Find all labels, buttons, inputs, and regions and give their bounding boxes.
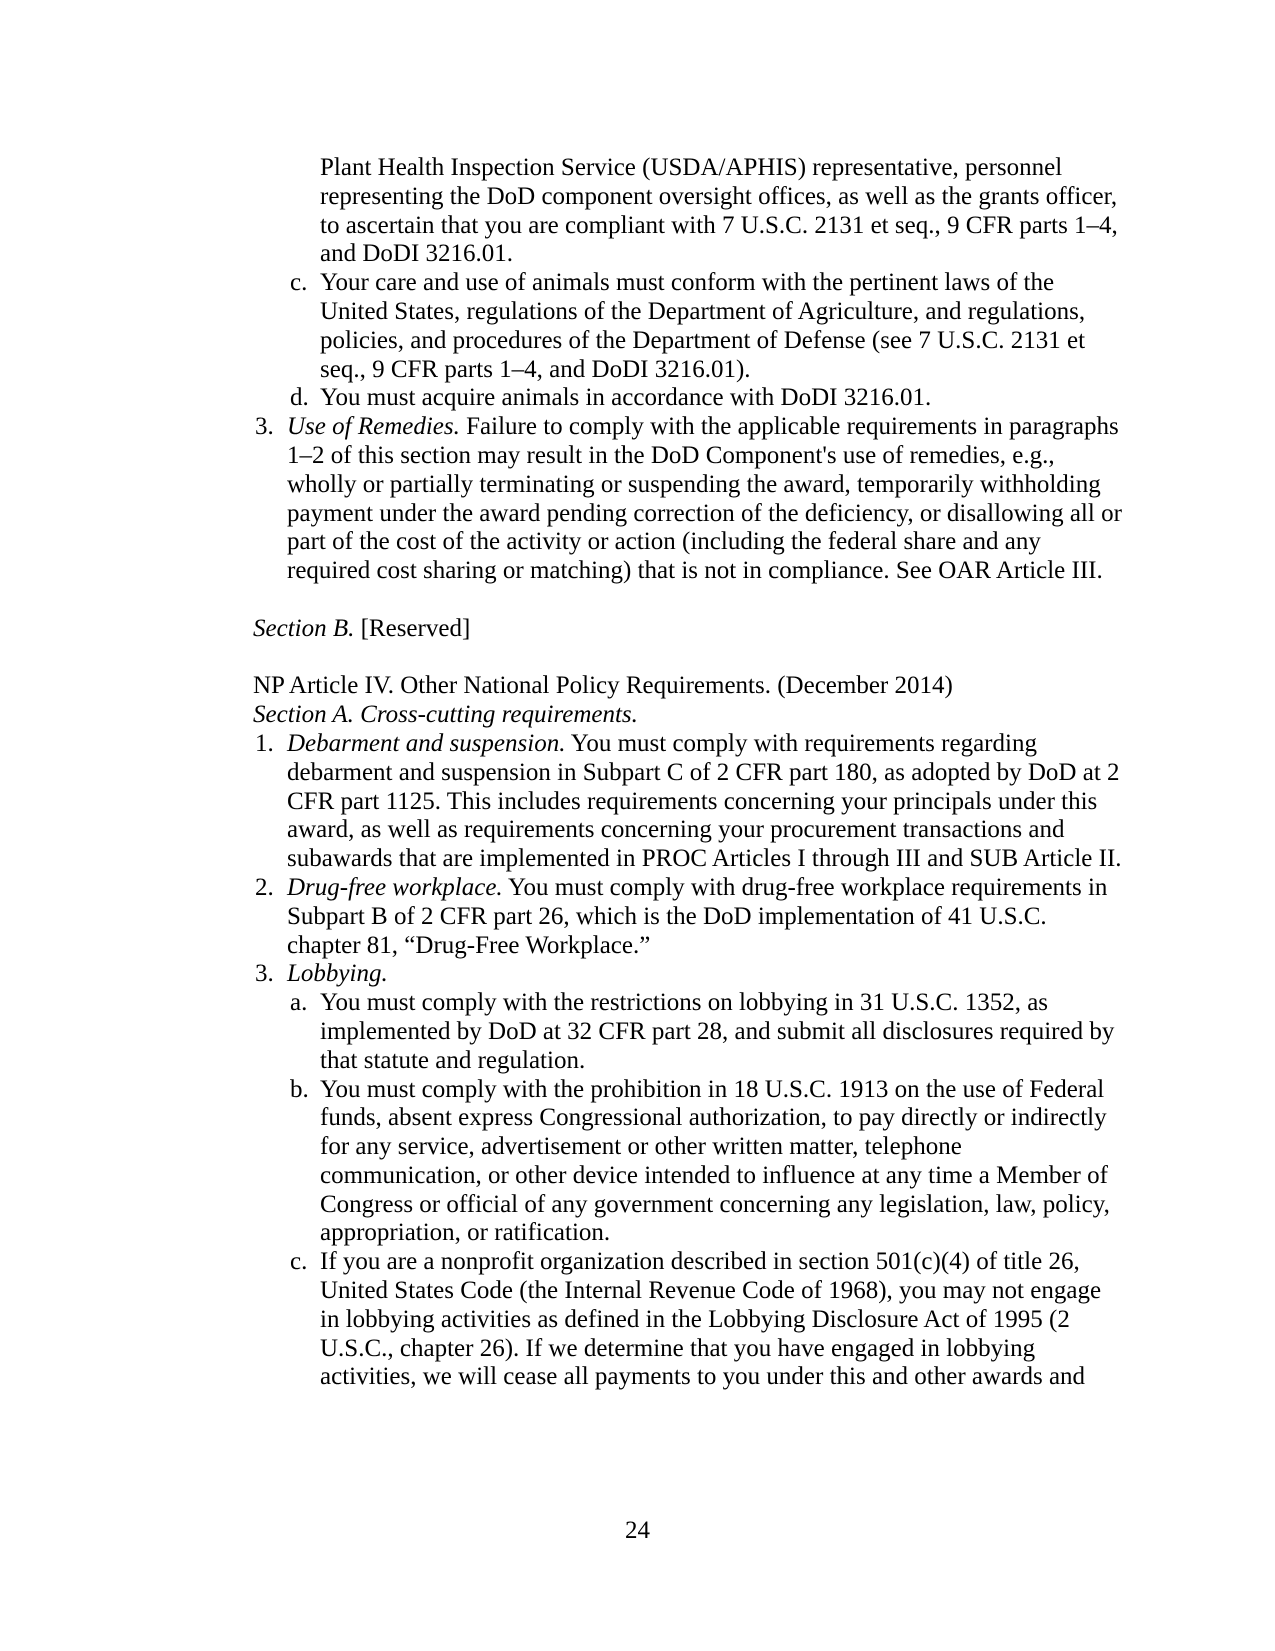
heading-lead-italic: Section B. bbox=[253, 614, 355, 642]
section-a-heading bbox=[253, 701, 1124, 730]
list-item-c-nonprofit bbox=[253, 1248, 1124, 1392]
item-lead-italic: Lobbying. bbox=[287, 960, 388, 988]
blank-line bbox=[253, 586, 1124, 615]
document-body bbox=[253, 154, 1124, 1392]
list-item-d-animals bbox=[253, 384, 1124, 413]
list-item-a-lobbying-restrictions bbox=[253, 989, 1124, 1075]
heading-text: [Reserved] bbox=[354, 614, 471, 642]
paragraph-text: You must acquire animals in accordance with DoDI 3216.01. bbox=[320, 384, 932, 412]
np-article-iv-heading bbox=[253, 672, 1124, 701]
paragraph-text: Failure to comply with the applicable requirements in paragraphs 1–2 of this section may result in the DoD Component's use of remedies, e.g., wholly or partially terminating or suspending the award, temporarily withholding payment under the award pending correction of the deficiency, or disallowing all or part of the cost of the activity or action (including the federal share and any required cost sharing or matching) that is not in compliance. See OAR Article III. bbox=[287, 413, 1122, 585]
list-marker: 3. bbox=[255, 960, 274, 988]
list-item-2-drug-free-workplace bbox=[253, 874, 1124, 960]
section-b-heading bbox=[253, 615, 1124, 644]
paragraph-text: You must comply with requirements regarding debarment and suspension in Subpart C of 2 CFR part 180, as adopted by DoD at 2 CFR part 1125. This includes requirements concerning your principals under this award, as well as requirements concerning your procurement transactions and subawards that are implemented in PROC Articles I through III and SUB Article II. bbox=[287, 729, 1122, 873]
list-marker: b. bbox=[290, 1075, 309, 1103]
list-marker: c. bbox=[290, 1248, 308, 1276]
paragraph-text: You must comply with drug-free workplace requirements in Subpart B of 2 CFR part 26, which is the DoD implementation of 41 U.S.C. chapter 81, “Drug-Free Workplace.” bbox=[287, 873, 1108, 959]
paragraph-text: You must comply with the restrictions on lobbying in 31 U.S.C. 1352, as implemented by DoD at 32 CFR part 28, and submit all disclosures required by that statute and regulation. bbox=[320, 989, 1115, 1074]
paragraph-text: Your care and use of animals must conform with the pertinent laws of the United States, regulations of the Department of Agriculture, and regulations, policies, and procedures of the Department of Defense (see 7 U.S.C. 2131 et seq., 9 CFR parts 1–4, and DoDI 3216.01). bbox=[320, 269, 1086, 383]
item-lead-italic: Debarment and suspension. bbox=[287, 729, 566, 757]
item-lead-italic: Drug-free workplace. bbox=[287, 873, 503, 901]
list-marker: 3. bbox=[255, 413, 274, 441]
list-item-b-continuation bbox=[253, 154, 1124, 269]
heading-text: Section A. Cross-cutting requirements. bbox=[253, 701, 638, 729]
paragraph-text: Plant Health Inspection Service (USDA/APHIS) representative, personnel representing the DoD component oversight offices, as well as the grants officer, to ascertain that you are compliant with 7 U.S.C. 2131 et seq., 9 CFR parts 1–4, and DoDI 3216.01. bbox=[320, 154, 1118, 268]
item-lead-italic: Use of Remedies. bbox=[287, 413, 460, 441]
list-marker: a. bbox=[290, 989, 308, 1017]
list-marker: c. bbox=[290, 269, 308, 297]
list-marker: d. bbox=[290, 384, 309, 412]
list-item-c-animals bbox=[253, 269, 1124, 384]
paragraph-text: If you are a nonprofit organization described in section 501(c)(4) of title 26, United States Code (the Internal Revenue Code of 1968), you may not engage in lobbying activities as defined in the Lobbying Disclosure Act of 1995 (2 U.S.C., chapter 26). If we determine that you have engaged in lobbying activities, we will cease all payments to you under this and other awards and bbox=[320, 1248, 1102, 1391]
list-item-b-prohibition bbox=[253, 1076, 1124, 1249]
blank-line bbox=[253, 644, 1124, 673]
list-marker: 2. bbox=[255, 873, 274, 901]
list-item-3-lobbying bbox=[253, 960, 1124, 989]
heading-text: NP Article IV. Other National Policy Requirements. (December 2014) bbox=[253, 672, 953, 700]
list-item-1-debarment bbox=[253, 730, 1124, 874]
list-marker: 1. bbox=[255, 729, 274, 757]
paragraph-text: You must comply with the prohibition in 18 U.S.C. 1913 on the use of Federal funds, absent express Congressional authorization, to pay directly or indirectly for any service, advertisement or other written matter, telephone communication, or other device intended to influence at any time a Member of Congress or official of any government concerning any legislation, law, policy, appropriation, or ratification. bbox=[320, 1075, 1110, 1247]
list-item-3-use-of-remedies bbox=[253, 413, 1124, 586]
page-number: 24 bbox=[625, 1517, 650, 1544]
